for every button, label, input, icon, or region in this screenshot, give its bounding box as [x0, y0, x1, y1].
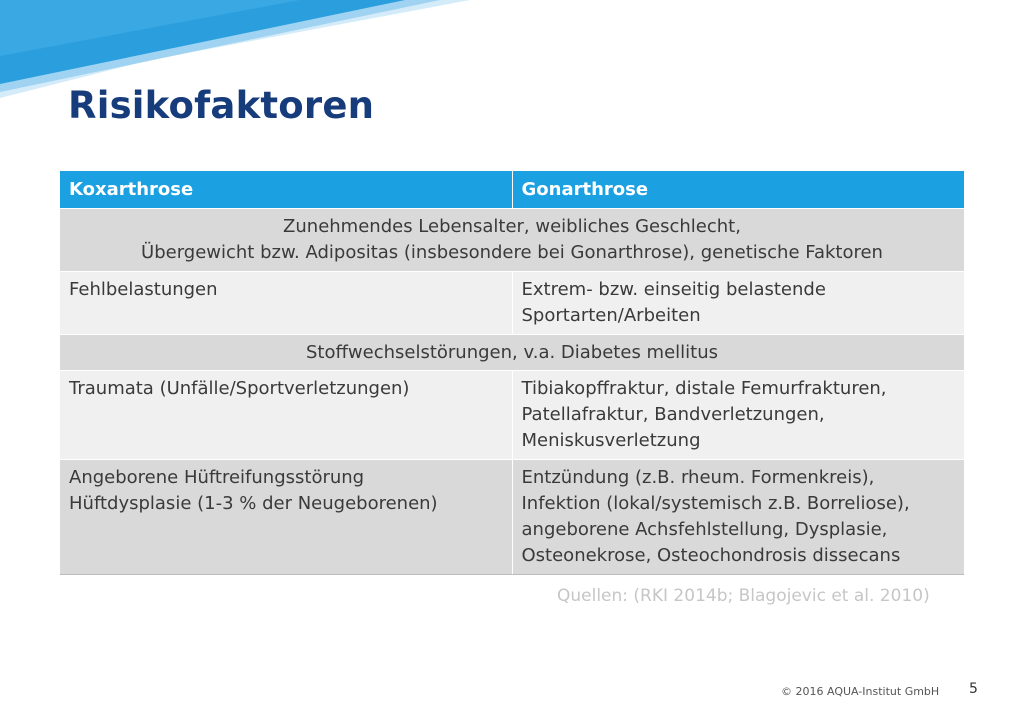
row-right-cell [512, 272, 964, 335]
cell-line: Hüftdysplasie (1-3 % der Neugeborenen) [69, 493, 438, 514]
table-row [60, 371, 964, 460]
header-gonarthrose: Gonarthrose [512, 171, 964, 209]
table-row [60, 460, 964, 575]
cell-line: Angeborene Hüftreifungsstörung [69, 467, 365, 488]
row-left-cell [60, 272, 512, 335]
cell-line: Tibiakopffraktur, distale Femurfrakturen, [521, 378, 887, 399]
cell-line: angeborene Achsfehlstellung, Dysplasie, [521, 519, 888, 540]
cell-line: Übergewicht bzw. Adipositas (insbesondere bei Gonarthrose), genetische Faktoren [141, 242, 883, 263]
page-number: 5 [969, 681, 978, 697]
table-row [60, 335, 964, 371]
copyright-notice: © 2016 AQUA-Institut GmbH [781, 685, 940, 698]
cell-line: Infektion (lokal/systemisch z.B. Borreliose), [521, 493, 910, 514]
header-koxarthrose: Koxarthrose [60, 171, 512, 209]
cell-line: Entzündung (z.B. rheum. Formenkreis), [521, 467, 875, 488]
row-right-cell [512, 460, 964, 575]
cell-line: Zunehmendes Lebensalter, weibliches Geschlecht, [283, 216, 741, 237]
row-shared-cell [60, 335, 964, 371]
table-row [60, 272, 964, 335]
row-shared-cell [60, 209, 964, 272]
table-header-row [60, 171, 964, 209]
table-row [60, 209, 964, 272]
risk-factors-table [60, 171, 964, 575]
cell-line: Osteonekrose, Osteochondrosis dissecans [521, 545, 901, 566]
cell-line: Fehlbelastungen [69, 279, 218, 300]
cell-line: Stoffwechselstörungen, v.a. Diabetes mellitus [306, 342, 718, 363]
row-left-cell [60, 460, 512, 575]
cell-line: Traumata (Unfälle/Sportverletzungen) [69, 378, 410, 399]
row-left-cell [60, 371, 512, 460]
page-title: Risikofaktoren [68, 84, 375, 127]
cell-line: Sportarten/Arbeiten [521, 305, 701, 326]
row-right-cell [512, 371, 964, 460]
cell-line: Extrem- bzw. einseitig belastende [521, 279, 826, 300]
sources-citation: Quellen: (RKI 2014b; Blagojevic et al. 2010) [557, 586, 930, 606]
cell-line: Meniskusverletzung [521, 430, 701, 451]
cell-line: Patellafraktur, Bandverletzungen, [521, 404, 825, 425]
